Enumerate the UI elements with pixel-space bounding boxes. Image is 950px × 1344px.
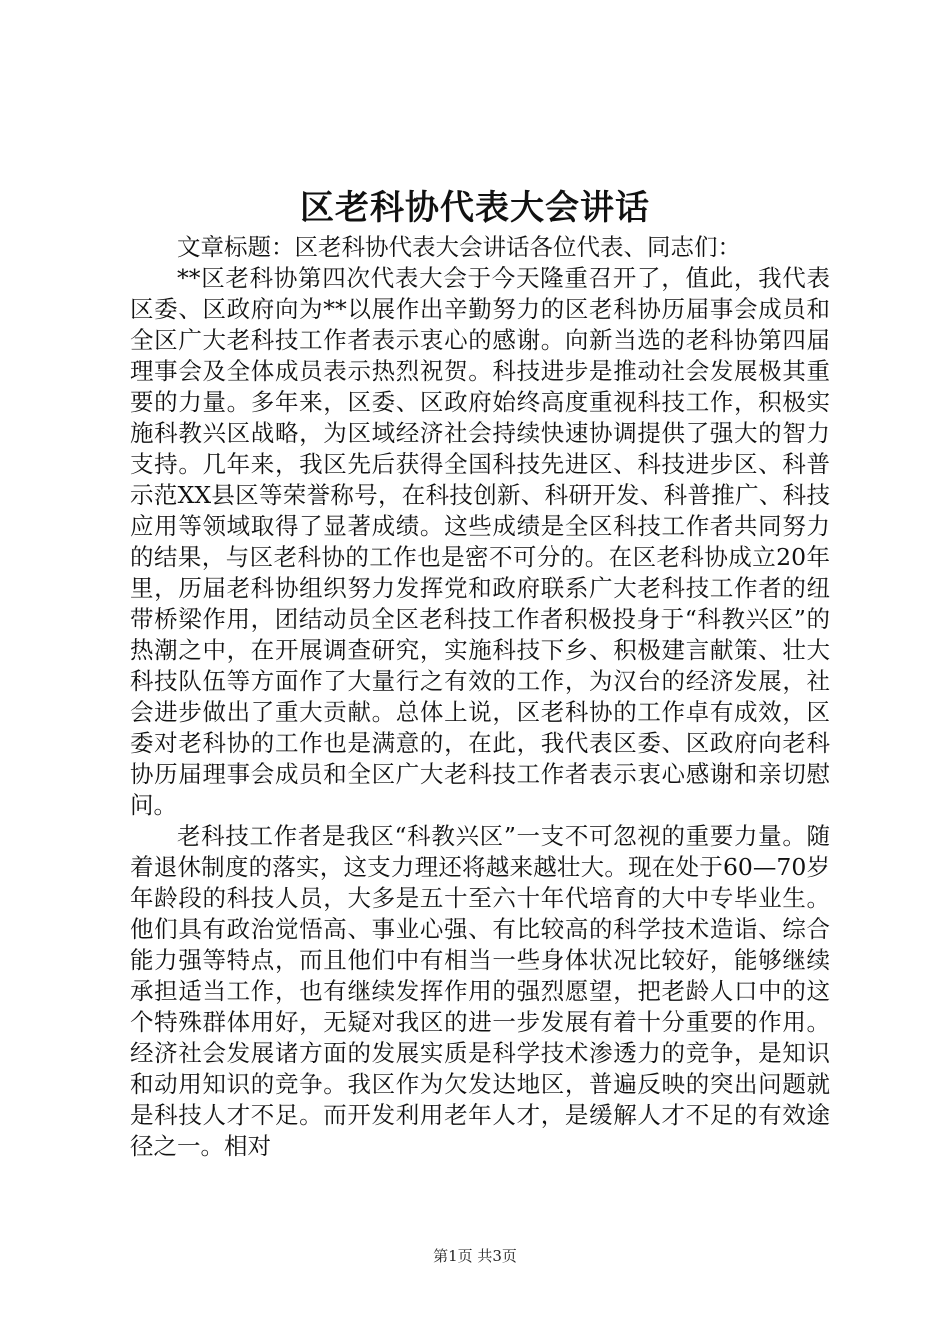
page-number-footer: 第1页 共3页 xyxy=(433,1247,517,1265)
paragraph-opening: **区老科协第四次代表大会于今天隆重召开了，值此，我代表区委、区政府向为**以展作出辛勤努力的区老科协历届事会成员和全区广大老科技工作者表示衷心的感谢。向新当选的老科协第四届理事会及全体成员表示热烈祝贺。科技进步是推动社会发展极其重要的力量。多年来，区委、区政府始终高度重视科技工作，积极实施科教兴区战略，为区域经济社会持续快速协调提供了强大的智力支持。几年来，我区先后获得全国科技先进区、科技进步区、科普示范XX县区等荣誉称号，在科技创新、科研开发、科普推广、科技应用等领域取得了显著成绩。这些成绩是全区科技工作者共同努力的结果，与区老科协的工作也是密不可分的。在区老科协成立20年里，历届老科协组织努力发挥党和政府联系广大老科技工作者的纽带桥梁作用，团结动员全区老科技工作者积极投身于“科教兴区”的热潮之中，在开展调查研究，实施科技下乡、积极建言献策、壮大科技队伍等方面作了大量行之有效的工作，为汉台的经济发展，社会进步做出了重大贡献。总体上说，区老科协的工作卓有成效，区委对老科协的工作也是满意的，在此，我代表区委、区政府向老科协历届理事会成员和全区广大老科技工作者表示衷心感谢和亲切慰问。 xyxy=(130,264,830,819)
document-body xyxy=(130,232,830,1162)
paragraph-second: 老科技工作者是我区“科教兴区”一支不可忽视的重要力量。随着退休制度的落实，这支力理还将越来越壮大。现在处于60—70岁年龄段的科技人员，大多是五十至六十年代培育的大中专毕业生。他们具有政治觉悟高、事业心强、有比较高的科学技术造诣、综合能力强等特点，而且他们中有相当一些身体状况比较好，能够继续承担适当工作，也有继续发挥作用的强烈愿望，把老龄人口中的这个特殊群体用好，无疑对我区的进一步发展有着十分重要的作用。经济社会发展诸方面的发展实质是科学技术渗透力的竞争，是知识和动用知识的竞争。我区作为欠发达地区，普遍反映的突出问题就是科技人才不足。而开发利用老年人才，是缓解人才不足的有效途径之一。相对 xyxy=(130,822,830,1160)
paragraph-heading-line: 文章标题：区老科协代表大会讲话各位代表、同志们： xyxy=(177,233,741,261)
document-title: 区老科协代表大会讲话 xyxy=(300,188,650,228)
